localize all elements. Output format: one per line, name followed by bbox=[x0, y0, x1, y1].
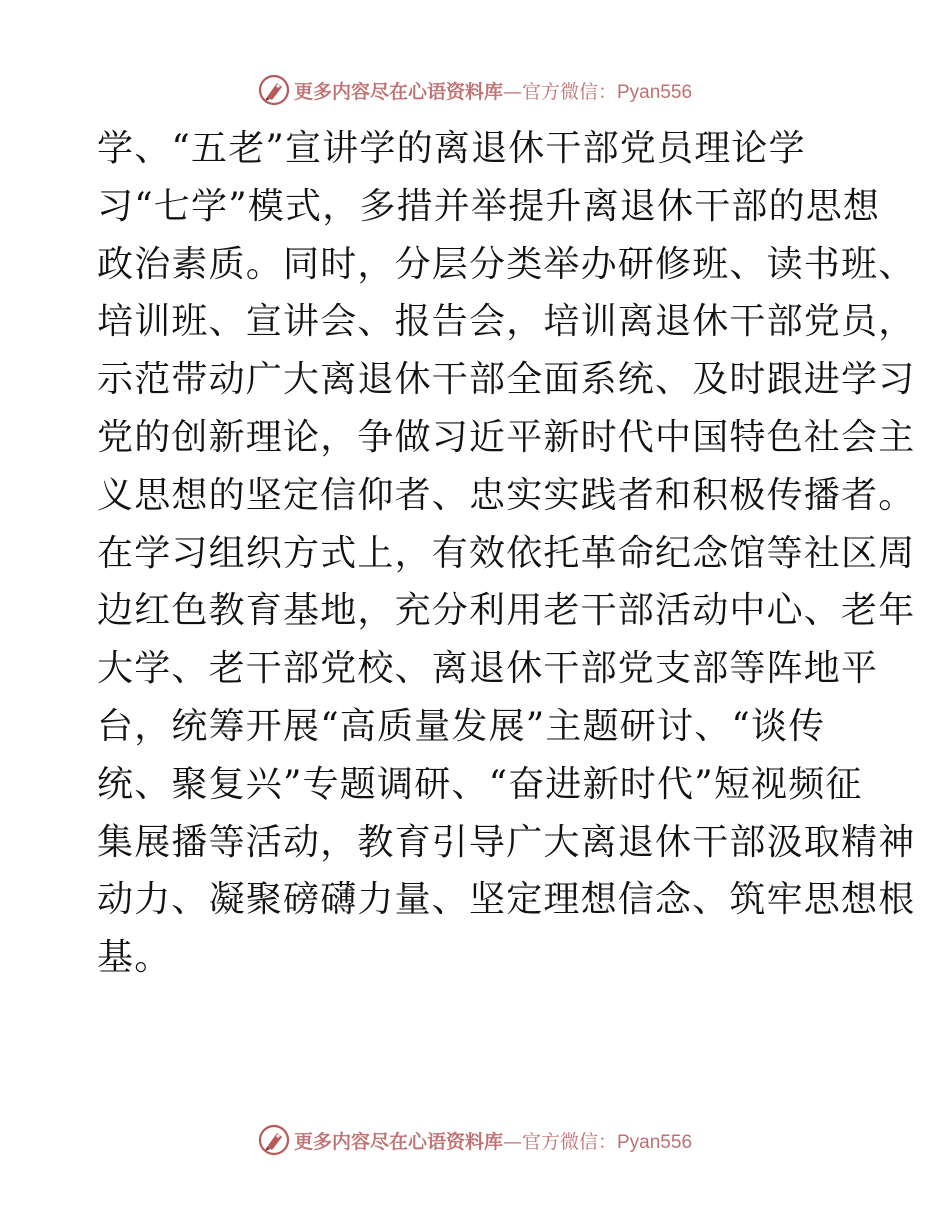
body-line: 政治素质。同时，分层分类举办研修班、读书班、 bbox=[97, 243, 916, 285]
watermark-text bbox=[294, 1127, 692, 1154]
body-line: 学、“五老”宣讲学的离退休干部党员理论学 bbox=[97, 128, 806, 169]
fountain-pen-logo-icon bbox=[258, 74, 290, 106]
header-watermark bbox=[0, 70, 950, 110]
fountain-pen-logo-icon bbox=[258, 1124, 290, 1156]
watermark-contact: 官方微信：Pyan556 bbox=[522, 81, 693, 103]
footer-watermark bbox=[0, 1120, 950, 1160]
document-body bbox=[97, 120, 916, 987]
body-line: 义思想的坚定信仰者、忠实实践者和积极传播者。 bbox=[97, 474, 916, 516]
body-line: 大学、老干部党校、离退休干部党支部等阵地平 bbox=[97, 648, 879, 690]
body-line: 动力、凝聚磅礴力量、坚定理想信念、筑牢思想根 bbox=[97, 879, 916, 921]
body-line: 党的创新理论，争做习近平新时代中国特色社会主 bbox=[97, 416, 916, 458]
watermark-brand: 更多内容尽在心语资料库 bbox=[293, 80, 503, 103]
body-line: 习“七学”模式，多措并举提升离退休干部的思想 bbox=[97, 185, 881, 227]
watermark-brand: 更多内容尽在心语资料库 bbox=[293, 1130, 503, 1153]
body-line: 示范带动广大离退休干部全面系统、及时跟进学习 bbox=[97, 359, 916, 401]
body-line: 统、聚复兴”专题调研、“奋进新时代”短视频征 bbox=[97, 763, 863, 805]
watermark-text bbox=[294, 77, 692, 104]
body-line: 集展播等活动，教育引导广大离退休干部汲取精神 bbox=[97, 821, 916, 863]
body-line: 培训班、宣讲会、报告会，培训离退休干部党员， bbox=[97, 301, 916, 343]
body-line: 边红色教育基地，充分利用老干部活动中心、老年 bbox=[97, 590, 916, 632]
body-line: 在学习组织方式上，有效依托革命纪念馆等社区周 bbox=[97, 532, 916, 574]
body-line: 台，统筹开展“高质量发展”主题研讨、“谈传 bbox=[97, 705, 826, 747]
watermark-dash: — bbox=[503, 1130, 522, 1153]
watermark-dash: — bbox=[503, 80, 522, 103]
watermark-contact: 官方微信：Pyan556 bbox=[522, 1131, 693, 1153]
body-line: 基。 bbox=[97, 937, 172, 979]
